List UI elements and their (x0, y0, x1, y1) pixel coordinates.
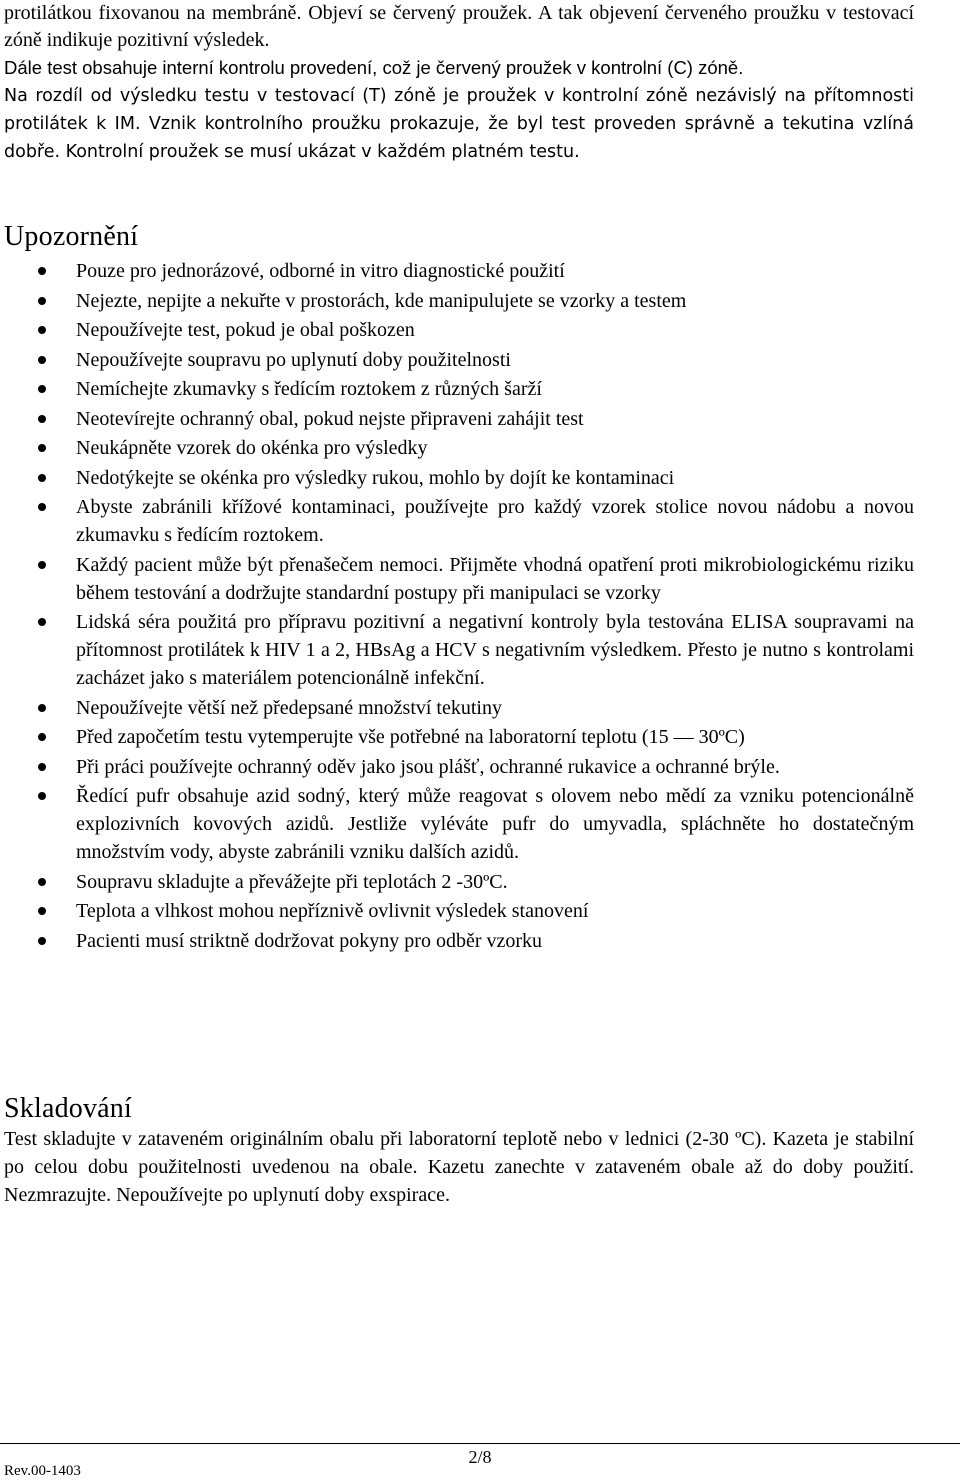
list-item (4, 551, 914, 607)
list-item-text: Každý pacient může být přenašečem nemoci. Přijměte vhodná opatření proti mikrobiologickému riziku během testování a dodržujte standardní postupy při manipulaci se vzorky (76, 553, 914, 604)
list-item-text: Nepoužívejte test, pokud je obal poškozen (76, 319, 415, 341)
list-item-text: Nejezte, nepijte a nekuřte v prostorách, kde manipulujete se vzorky a testem (76, 289, 687, 312)
intro-line-2: Dále test obsahuje interní kontrolu provedení, což je červený proužek v kontrolní (C) zóně. (4, 57, 744, 78)
bullet-icon (38, 561, 46, 569)
warnings-heading: Upozornění (4, 221, 139, 252)
bullet-icon (38, 618, 46, 626)
list-item (4, 346, 914, 374)
list-item-text: Soupravu skladujte a převážejte při teplotách 2 -30ºC. (76, 870, 508, 893)
footer-divider (0, 1443, 960, 1444)
storage-paragraph: Test skladujte v zataveném originálním obalu při laboratorní teplotě nebo v lednici (2-30 ºC). Kazeta je stabilní po celou dobu použitelnosti uvedenou na obale. Kazetu zanechte v zataveném obale až do doby použití. Nezmrazujte. Nepoužívejte po uplynutí doby exspirace. (4, 1128, 914, 1206)
list-item-text: Ředící pufr obsahuje azid sodný, který může reagovat s olovem nebo mědí za vzniku potencionálně explozivních kovových azidů. Jestliže vyléváte pufr do umyvadla, spláchněte ho dostatečným množstvím vody, abyste zabránili vzniku dalších azidů. (76, 785, 914, 863)
list-item (4, 464, 914, 492)
list-item (4, 375, 914, 403)
list-item (4, 287, 914, 315)
bullet-icon (38, 792, 46, 800)
list-item-text: Teplota a vlhkost mohou nepříznivě ovlivnit výsledek stanovení (76, 900, 589, 922)
list-item (4, 927, 914, 955)
document-page (4, 0, 914, 1206)
list-item-text: Abyste zabránili křížové kontaminaci, používejte pro každý vzorek stolice novou nádobu a novou zkumavku s ředícím roztokem. (76, 496, 914, 546)
bullet-icon (38, 907, 46, 915)
bullet-icon (38, 733, 46, 741)
warnings-list (4, 257, 914, 956)
bullet-icon (38, 267, 46, 275)
list-item-text: Pacienti musí striktně dodržovat pokyny pro odběr vzorku (76, 929, 543, 952)
list-item (4, 493, 914, 549)
list-item (4, 257, 914, 285)
intro-paragraph (4, 0, 914, 166)
intro-line-3: Na rozdíl od výsledku testu v testovací (T) zóně je proužek v kontrolní zóně nezávislý na přítomnosti protilátek k IM. Vznik kontrolního proužku prokazuje, že byl test proveden správně a tekutina vzlíná dobře. Kontrolní proužek se musí ukázat v každém platném testu. (4, 86, 914, 162)
bullet-icon (38, 704, 46, 712)
bullet-icon (38, 415, 46, 423)
intro-line-1: protilátkou fixovanou na membráně. Objeví se červený proužek. A tak objevení červeného proužku v testovací zóně indikuje pozitivní výsledek. (4, 2, 914, 51)
bullet-icon (38, 385, 46, 393)
bullet-icon (38, 474, 46, 482)
list-item (4, 694, 914, 722)
bullet-icon (38, 763, 46, 771)
list-item-text: Nepoužívejte soupravu po uplynutí doby použitelnosti (76, 348, 511, 371)
list-item (4, 316, 914, 344)
list-item-text: Nedotýkejte se okénka pro výsledky rukou, mohlo by dojít ke kontaminaci (76, 466, 675, 489)
list-item (4, 608, 914, 692)
list-item (4, 868, 914, 896)
list-item (4, 434, 914, 462)
list-item (4, 782, 914, 866)
list-item-text: Neotevírejte ochranný obal, pokud nejste připraveni zahájit test (76, 407, 584, 430)
bullet-icon (38, 356, 46, 364)
list-item-text: Lidská séra použitá pro přípravu pozitivní a negativní kontroly byla testována ELISA soupravami na přítomnost protilátek k HIV 1 a 2, HBsAg a HCV s negativním výsledkem. Přesto je nutno s kontrolami zacházet jako s materiálem potencionálně infekční. (76, 611, 914, 689)
page-number: 2/8 (468, 1447, 492, 1467)
revision-label: Rev.00-1403 (4, 1463, 81, 1479)
bullet-icon (38, 937, 46, 945)
storage-heading: Skladování (4, 1093, 132, 1124)
list-item-text: Pouze pro jednorázové, odborné in vitro diagnostické použití (76, 260, 565, 282)
bullet-icon (38, 444, 46, 452)
bullet-icon (38, 297, 46, 305)
list-item (4, 405, 914, 433)
list-item-text: Nepoužívejte větší než předepsané množství tekutiny (76, 696, 502, 719)
bullet-icon (38, 503, 46, 511)
list-item-text: Před započetím testu vytemperujte vše potřebné na laboratorní teplotu (15 — 30ºC) (76, 726, 745, 748)
list-item-text: Při práci používejte ochranný oděv jako jsou plášť, ochranné rukavice a ochranné brýle. (76, 755, 780, 778)
list-item (4, 897, 914, 925)
list-item (4, 753, 914, 781)
bullet-icon (38, 326, 46, 334)
bullet-icon (38, 878, 46, 886)
list-item-text: Neukápněte vzorek do okénka pro výsledky (76, 437, 428, 459)
list-item-text: Nemíchejte zkumavky s ředícím roztokem z různých šarží (76, 378, 542, 400)
list-item (4, 723, 914, 751)
